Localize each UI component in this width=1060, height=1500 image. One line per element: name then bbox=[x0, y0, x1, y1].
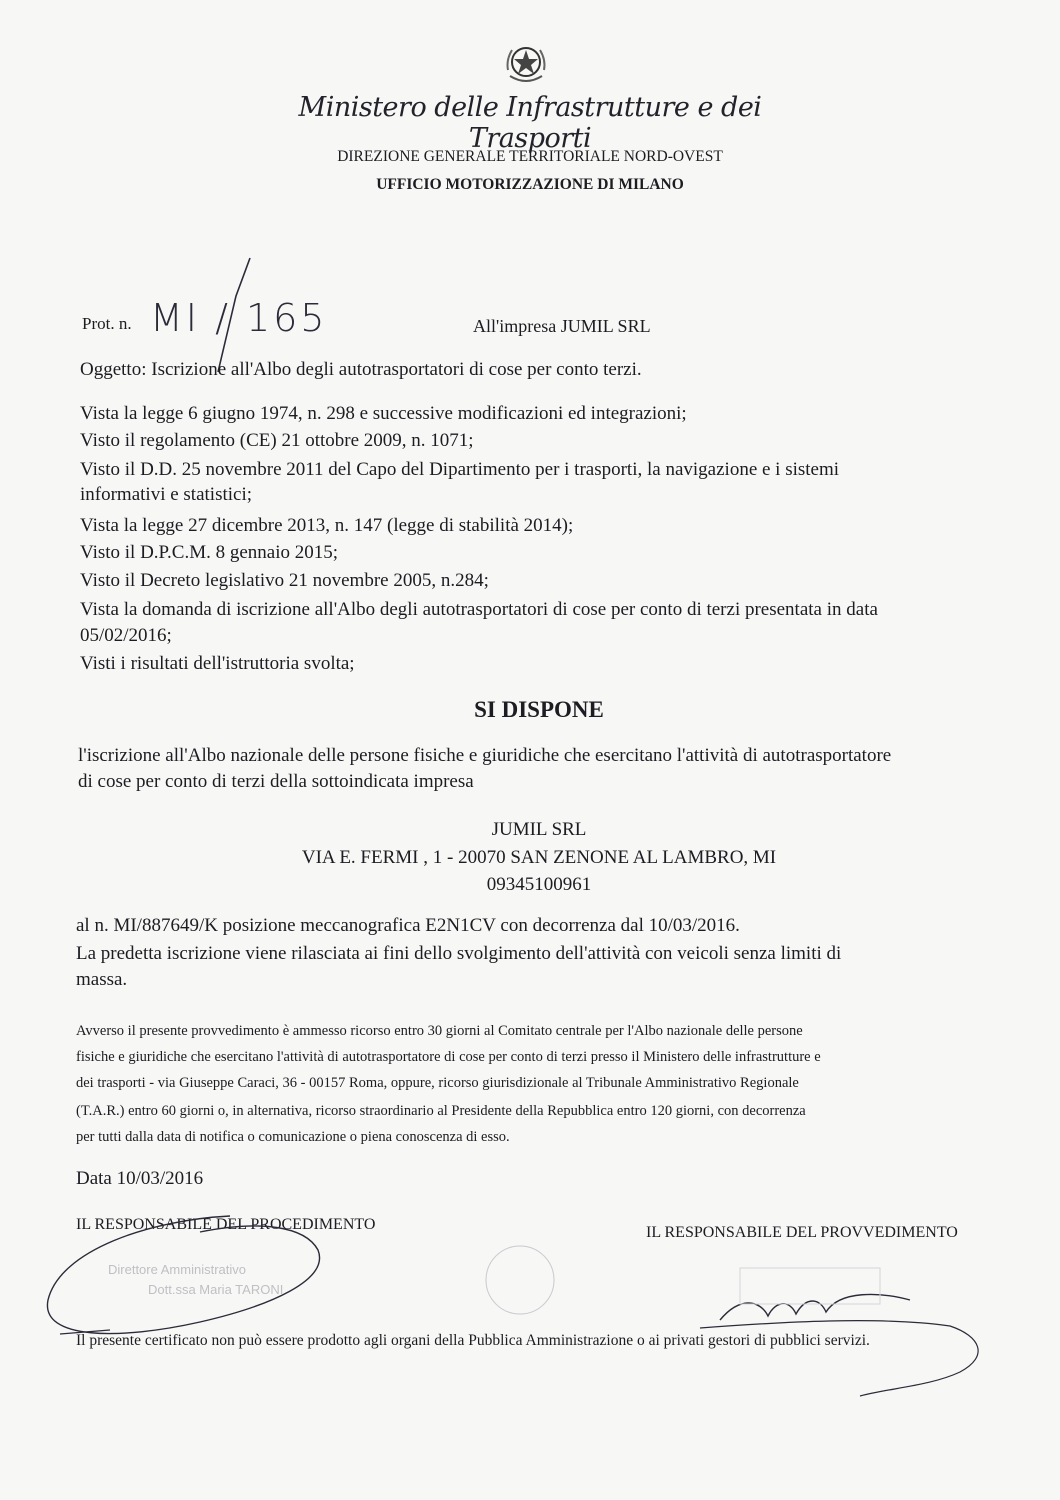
direction-heading: DIREZIONE GENERALE TERRITORIALE NORD-OVEST bbox=[337, 148, 723, 165]
footer-notice: Il presente certificato non può essere prodotto agli organi della Pubblica Amministrazione o ai privati gestori di pubblici servizi. bbox=[76, 1332, 870, 1349]
ministry-name: Ministero delle Infrastrutture e dei Trasporti bbox=[298, 92, 762, 154]
left-stamp-line: Dott.ssa Maria TARONI bbox=[148, 1282, 284, 1297]
decree-line: l'iscrizione all'Albo nazionale delle persone fisiche e giuridiche che esercitano l'attività di autotrasportatore bbox=[78, 745, 892, 766]
appeal-line: Avverso il presente provvedimento è ammesso ricorso entro 30 giorni al Comitato centrale per l'Albo nazionale delle persone bbox=[76, 1023, 803, 1039]
right-signatory-title: IL RESPONSABILE DEL PROVVEDIMENTO bbox=[646, 1224, 958, 1241]
appeal-line: per tutti dalla data di notifica o comunicazione o piena conoscenza di esso. bbox=[76, 1129, 510, 1145]
recital-line: Vista la legge 6 giugno 1974, n. 298 e successive modificazioni ed integrazioni; bbox=[80, 403, 687, 424]
recital-line: Visto il D.D. 25 novembre 2011 del Capo del Dipartimento per i trasporti, la navigazione e i sistemi bbox=[80, 459, 840, 480]
recital-line: Visto il D.P.C.M. 8 gennaio 2015; bbox=[80, 542, 339, 563]
company-code: 09345100961 bbox=[486, 874, 592, 895]
appeal-line: (T.A.R.) entro 60 giorni o, in alternativa, ricorso straordinario al Presidente della Repubblica entro 120 giorni, con decorrenza bbox=[76, 1103, 806, 1119]
document-date: Data 10/03/2016 bbox=[76, 1168, 204, 1189]
office-heading: UFFICIO MOTORIZZAZIONE DI MILANO bbox=[376, 176, 684, 193]
appeal-line: fisiche e giuridiche che esercitano l'attività di autotrasportatore di cose per conto di terzi presso il Ministero delle infrastrutture e bbox=[76, 1049, 821, 1065]
recital-line: Visto il regolamento (CE) 21 ottobre 2009, n. 1071; bbox=[80, 430, 474, 451]
recital-line: informativi e statistici; bbox=[80, 484, 253, 505]
registration-line: al n. MI/887649/K posizione meccanografica E2N1CV con decorrenza dal 10/03/2016. bbox=[76, 915, 740, 936]
recipient: All'impresa JUMIL SRL bbox=[473, 316, 651, 336]
left-signatory-title: IL RESPONSABILE DEL PROCEDIMENTO bbox=[76, 1216, 376, 1233]
recital-line: Visti i risultati dell'istruttoria svolta; bbox=[80, 653, 355, 674]
subject-line: Oggetto: Iscrizione all'Albo degli autotrasportatori di cose per conto terzi. bbox=[80, 359, 642, 380]
recital-line: Visto il Decreto legislativo 21 novembre 2005, n.284; bbox=[80, 570, 489, 591]
recital-line: 05/02/2016; bbox=[80, 625, 172, 646]
left-stamp-line: Direttore Amministrativo bbox=[108, 1262, 246, 1277]
company-address: VIA E. FERMI , 1 - 20070 SAN ZENONE AL LAMBRO, MI bbox=[301, 847, 777, 868]
registration-line: massa. bbox=[76, 969, 128, 990]
appeal-line: dei trasporti - via Giuseppe Caraci, 36 - 00157 Roma, oppure, ricorso giurisdizionale al Tribunale Amministrativo Regionale bbox=[76, 1075, 799, 1091]
protocol-number-handwritten: MI / 165 bbox=[150, 296, 328, 340]
decree-line: di cose per conto di terzi della sottoindicata impresa bbox=[78, 771, 474, 792]
recital-line: Vista la legge 27 dicembre 2013, n. 147 (legge di stabilità 2014); bbox=[80, 515, 574, 536]
company-name: JUMIL SRL bbox=[491, 819, 587, 840]
recital-line: Vista la domanda di iscrizione all'Albo degli autotrasportatori di cose per conto di terzi presentata in data bbox=[80, 599, 878, 620]
decree-heading: SI DISPONE bbox=[474, 697, 604, 722]
registration-line: La predetta iscrizione viene rilasciata ai fini dello svolgimento dell'attività con veicoli senza limiti di bbox=[76, 943, 842, 964]
protocol-label: Prot. n. bbox=[82, 314, 132, 333]
